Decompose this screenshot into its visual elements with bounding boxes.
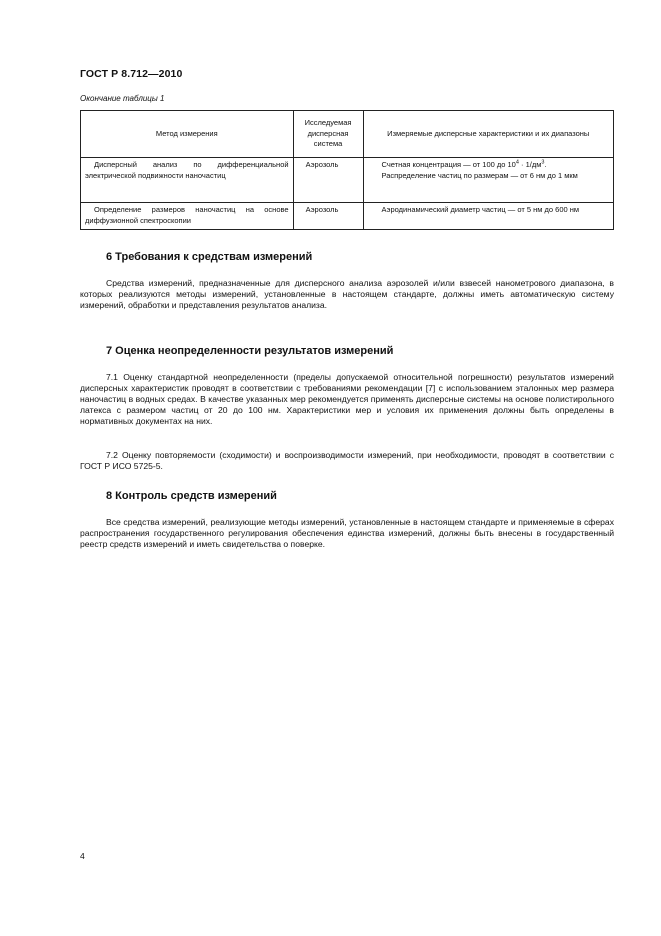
characteristic-line: Счетная концентрация — от 100 до $10^4 \cdot 1/дм^3$.	[381, 159, 547, 169]
table-cell-method: Дисперсный анализ по дифференциальной электрической подвижности наночастиц	[81, 158, 294, 203]
table-header-cell: Метод измерения	[81, 111, 294, 158]
characteristic-line: Распределение частиц по размерам — от 6 нм до 1 мкм	[381, 170, 578, 180]
table-caption: Окончание таблицы 1	[80, 94, 165, 103]
section-6-paragraph: Средства измерений, предназначенные для дисперсного анализа аэрозолей и/или взвесей нанометрового диапазона, в которых реализуются методы измерений, установленные в настоящем стандарте, должны иметь автоматическую систему измерений, обработки и представления результатов анализа.	[80, 278, 614, 311]
characteristic-line: Аэродинамический диаметр частиц — от 5 нм до 600 нм	[381, 205, 580, 214]
page-number: 4	[80, 851, 85, 861]
table-header-row	[81, 111, 614, 158]
table-cell-method: Определение размеров наночастиц на основе диффузионной спектроскопии	[81, 203, 294, 230]
section-6-title: 6 Требования к средствам измерений	[106, 251, 313, 263]
section-7-paragraph-2: 7.2 Оценку повторяемости (сходимости) и воспроизводимости измерений, при необходимости, проводят в соответствии с ГОСТ Р ИСО 5725-5.	[80, 450, 614, 472]
document-code: ГОСТ Р 8.712—2010	[80, 68, 183, 80]
table-row	[81, 158, 614, 203]
methods-table	[80, 110, 614, 230]
table-cell-characteristics	[363, 203, 614, 230]
section-8-paragraph: Все средства измерений, реализующие методы измерений, установленные в настоящем стандарте и применяемые в сферах распространения государственного регулирования обеспечения единства измерений, должны быть внесены в государственный реестр средств измерений и иметь свидетельства о поверке.	[80, 517, 614, 550]
table-header-cell: Измеряемые дисперсные характеристики и их диапазоны	[363, 111, 614, 158]
section-7-paragraph-1: 7.1 Оценку стандартной неопределенности (пределы допускаемой относительной погрешности) результатов измерений дисперсных характеристик проводят в соответствии с требованиями рекомендации [7] с использованием эталонных мер размера наночастиц в водных средах. В качестве указанных мер рекомендуется применять дисперсные системы на основе полистирольного латекса с размером частиц от 20 до 100 нм. Характеристики мер и условия их применения должны быть определены в нормативных документах на них.	[80, 372, 614, 427]
table-header-cell: Исследуемая дисперсная система	[293, 111, 363, 158]
section-8-title: 8 Контроль средств измерений	[106, 490, 277, 502]
table-cell-system: Аэрозоль	[293, 203, 363, 230]
section-7-title: 7 Оценка неопределенности результатов измерений	[106, 345, 394, 357]
table-cell-system: Аэрозоль	[293, 158, 363, 203]
table-cell-characteristics	[363, 158, 614, 203]
table-row	[81, 203, 614, 230]
